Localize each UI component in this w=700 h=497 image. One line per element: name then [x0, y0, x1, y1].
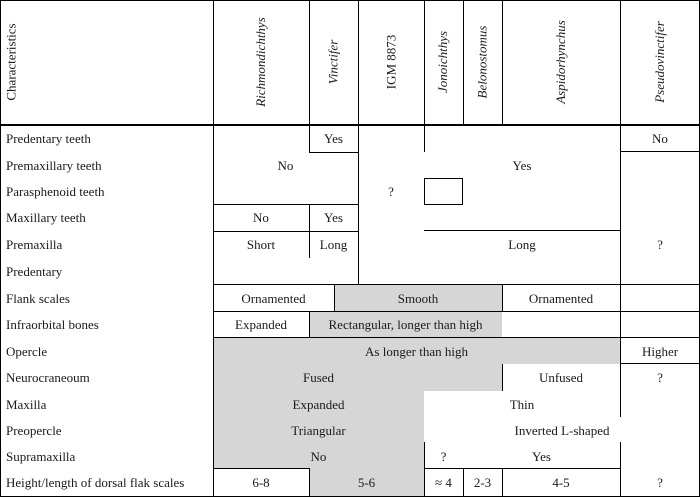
- cell-infraorbital-expanded: Expanded: [235, 317, 287, 332]
- cell-dorsal-jonoichthys: ≈ 4: [435, 475, 452, 490]
- cell-pseudovinctifer-unknown-upper: ?: [657, 237, 663, 252]
- cell-infraorbital-rectangular: Rectangular, longer than high: [328, 317, 483, 332]
- header-taxon-aspidorhynchus: Aspidorhynchus: [552, 20, 568, 104]
- cell-premaxilla-vinctifer: Long: [319, 237, 348, 252]
- cell-preopercle-triangular: Triangular: [291, 422, 346, 438]
- cell-neurocraneoum-pseudovinctifer: ?: [657, 370, 663, 385]
- header-taxon-belonostomus: Belonostomus: [474, 25, 490, 99]
- cell-premaxillary-teeth-yes: Yes: [512, 157, 532, 173]
- row-label-parasphenoid-teeth: Parasphenoid teeth: [6, 183, 105, 199]
- cell-dorsal-vinctifer-igm: 5-6: [357, 475, 376, 490]
- cell-maxilla-thin: Thin: [509, 396, 535, 412]
- row-label-supramaxilla: Supramaxilla: [6, 448, 76, 464]
- header-taxon-jonoichthys: Jonoichthys: [435, 30, 451, 94]
- cell-predentary-teeth-vinctifer: Yes: [324, 131, 343, 146]
- row-label-maxilla: Maxilla: [6, 396, 47, 412]
- cell-premaxilla-long: Long: [508, 237, 536, 252]
- cell-premaxillary-teeth-no: No: [277, 157, 294, 173]
- cell-predentary-teeth-pseudovinctifer: No: [652, 131, 668, 146]
- cell-igm-unknown: ?: [388, 183, 394, 199]
- cell-flank-scales-ornamented-1: Ornamented: [241, 290, 306, 306]
- row-label-dorsal-flak-scales: Height/length of dorsal flak scales: [6, 475, 185, 490]
- row-label-neurocraneoum: Neurocraneoum: [6, 370, 90, 385]
- cell-dorsal-aspidorhynchus: 4-5: [552, 475, 570, 490]
- cell-preopercle-inverted: Inverted L-shaped: [514, 422, 610, 438]
- header-characteristics: Characteristics: [4, 23, 19, 101]
- row-label-premaxilla: Premaxilla: [6, 237, 63, 252]
- cell-dorsal-belonostomus: 2-3: [473, 475, 492, 490]
- cell-flank-scales-smooth: Smooth: [397, 290, 439, 306]
- cell-premaxilla-richmondichthys: Short: [246, 237, 276, 252]
- cell-opercle-longer: As longer than high: [365, 343, 468, 359]
- cell-maxillary-teeth-vinctifer: Yes: [324, 210, 343, 225]
- cell-maxilla-expanded: Expanded: [292, 396, 345, 412]
- row-label-maxillary-teeth: Maxillary teeth: [6, 210, 86, 225]
- cell-maxillary-teeth-richmondichthys: No: [253, 210, 269, 225]
- header-taxon-pseudovinctifer: Pseudovinctifer: [652, 21, 667, 103]
- row-label-opercle: Opercle: [6, 343, 48, 359]
- cell-supramaxilla-jonoichthys: ?: [440, 448, 447, 464]
- row-label-infraorbital-bones: Infraorbital bones: [6, 317, 99, 332]
- header-taxon-richmondichthys: Richmondichthys: [252, 17, 268, 107]
- cell-flank-scales-ornamented-2: Ornamented: [528, 290, 594, 306]
- row-label-preopercle: Preopercle: [6, 422, 62, 438]
- cell-neurocraneoum-fused: Fused: [302, 370, 335, 385]
- cell-opercle-higher: Higher: [641, 343, 679, 359]
- row-label-premaxillary-teeth: Premaxillary teeth: [6, 157, 102, 173]
- cell-supramaxilla-no: No: [310, 448, 327, 464]
- cell-supramaxilla-yes: Yes: [532, 448, 551, 464]
- cell-dorsal-richmondichthys: 6-8: [252, 475, 270, 490]
- row-label-predentary: Predentary: [6, 263, 63, 279]
- row-label-flank-scales: Flank scales: [6, 290, 70, 306]
- cell-dorsal-pseudovinctifer: ?: [657, 475, 663, 490]
- cell-neurocraneoum-unfused: Unfused: [538, 370, 584, 385]
- header-taxon-igm-8873: IGM 8873: [383, 34, 398, 90]
- header-taxon-vinctifer: Vinctifer: [325, 39, 341, 85]
- row-label-predentary-teeth: Predentary teeth: [6, 131, 91, 146]
